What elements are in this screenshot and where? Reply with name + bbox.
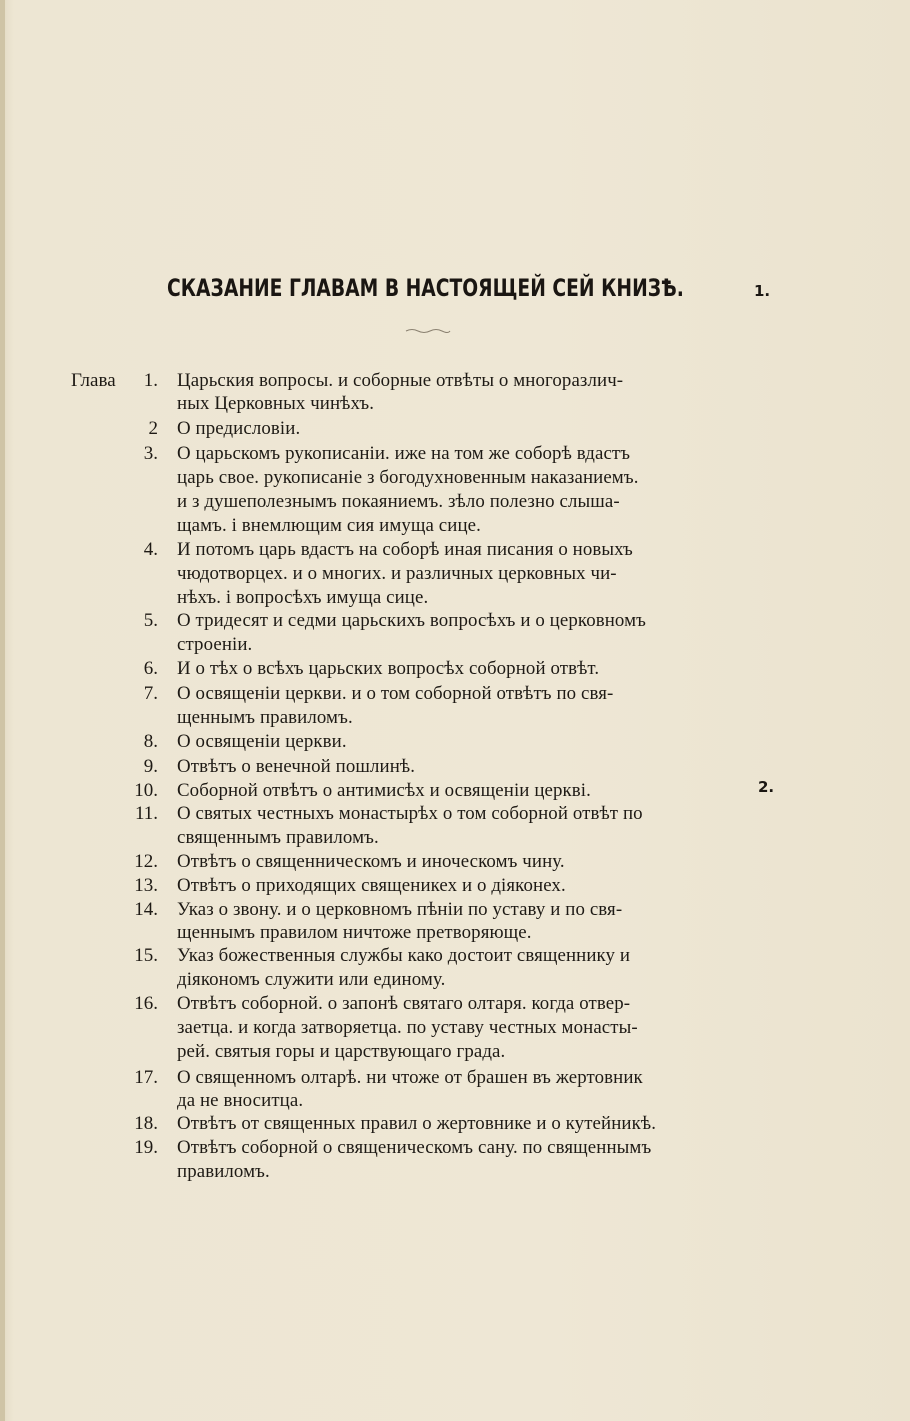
chapter-entry (177, 874, 741, 897)
chapter-line: Отвѣтъ о приходящих священикех и о діяконех. (177, 875, 566, 896)
glava-label: Глава (71, 370, 116, 391)
chapter-entry (177, 442, 741, 538)
chapter-entry (177, 992, 741, 1064)
margin-number: 2. (758, 778, 775, 796)
chapter-number: 1. (143, 370, 158, 391)
chapter-line: щеннымъ правиломъ. (177, 707, 353, 728)
chapter-line: и з душеполезнымъ покаяниемъ. зѣло полезно слыша- (177, 491, 620, 512)
chapter-entry (177, 369, 741, 415)
chapter-line: нѣхъ. і вопросѣхъ имуща сице. (177, 587, 429, 608)
chapter-number: 8. (143, 731, 158, 752)
chapter-number: 7. (143, 683, 158, 704)
chapter-entry (177, 802, 741, 850)
chapter-number: 18. (134, 1113, 158, 1134)
chapter-line: О освященіи церкви. и о том соборной отвѣтъ по свя- (177, 683, 614, 704)
chapter-entry (177, 944, 741, 992)
chapter-line: Соборной отвѣтъ о антимисѣх и освященіи церкві. (177, 780, 591, 801)
chapter-line: Указ божественныя службы како достоит священнику и (177, 945, 631, 966)
ornament-divider (404, 326, 452, 336)
chapter-line: О освященіи церкви. (177, 731, 347, 752)
chapter-line: И потомъ царь вдастъ на соборѣ иная писания о новыхъ (177, 539, 633, 560)
chapter-line: О тридесят и седми царьскихъ вопросѣхъ и о церковномъ (177, 610, 646, 631)
chapter-entry (177, 730, 741, 753)
chapter-line: ных Церковных чинѣхъ. (177, 393, 375, 414)
chapter-entry (177, 779, 741, 802)
chapter-number: 4. (143, 539, 158, 560)
chapter-number: 3. (143, 443, 158, 464)
page-gutter (0, 0, 5, 1421)
chapter-line: царь свое. рукописаніе з богодухновенным наказаниемъ. (177, 467, 639, 488)
chapter-entry (177, 657, 741, 680)
chapter-line: О царьскомъ рукописаніи. иже на том же соборѣ вдастъ (177, 443, 631, 464)
chapter-number: 14. (134, 899, 158, 920)
chapter-number: 10. (134, 780, 158, 801)
chapter-line: И о тѣх о всѣхъ царьских вопросѣх соборной отвѣт. (177, 658, 600, 679)
chapter-line: рей. святыя горы и царствующаго града. (177, 1041, 506, 1062)
chapter-line: О святых честныхъ монастырѣх о том соборной отвѣт по (177, 803, 643, 824)
chapter-number: 12. (134, 851, 158, 872)
chapter-line: діякономъ служити или единому. (177, 969, 446, 990)
chapter-entry (177, 850, 741, 873)
chapter-number: 17. (134, 1067, 158, 1088)
chapter-line: строеніи. (177, 634, 253, 655)
chapter-number: 19. (134, 1137, 158, 1158)
chapter-number: 2 (148, 418, 158, 439)
chapter-line: О предисловіи. (177, 418, 301, 439)
chapter-entry (177, 1112, 741, 1135)
chapter-line: Царьския вопросы. и соборные отвѣты о многоразлич- (177, 370, 624, 391)
chapter-line: чюдотворцех. и о многих. и различных церковных чи- (177, 563, 617, 584)
chapter-line: Отвѣтъ о венечной пошлинѣ. (177, 756, 416, 777)
chapter-number: 5. (143, 610, 158, 631)
chapter-line: Отвѣтъ соборной о священическомъ сану. по священнымъ (177, 1137, 652, 1158)
chapter-number: 16. (134, 993, 158, 1014)
chapter-entry (177, 898, 741, 944)
chapter-entry (177, 417, 741, 440)
chapter-number: 6. (143, 658, 158, 679)
chapter-entry (177, 538, 741, 610)
chapter-entry (177, 609, 741, 657)
chapter-line: правиломъ. (177, 1161, 270, 1182)
chapter-line: Отвѣтъ о священническомъ и иноческомъ чину. (177, 851, 565, 872)
chapter-line: Указ о звону. и о церковномъ пѣніи по уставу и по свя- (177, 899, 623, 920)
chapter-entry (177, 755, 741, 778)
chapter-line: священнымъ правиломъ. (177, 827, 379, 848)
chapter-line: заетца. и когда затворяетца. по уставу честных монасты- (177, 1017, 638, 1038)
chapter-line: Отвѣтъ соборной. о запонѣ святаго олтаря. когда отвер- (177, 993, 631, 1014)
page-title: СКАЗАНИЕ ГЛАВАМ В НАСТОЯЩЕЙ СЕЙ КНИЗѢ. (167, 274, 684, 302)
chapter-line: щамъ. і внемлющим сия имуща сице. (177, 515, 481, 536)
chapter-number: 11. (134, 803, 158, 824)
chapter-line: да не вноситца. (177, 1090, 304, 1111)
chapter-number: 9. (143, 756, 158, 777)
chapter-number: 15. (134, 945, 158, 966)
chapter-entry (177, 1066, 741, 1112)
chapter-line: щеннымъ правилом ничтоже претворяюще. (177, 922, 532, 943)
chapter-line: О священномъ олтарѣ. ни чтоже от брашен въ жертовник (177, 1067, 643, 1088)
margin-number: 1. (754, 282, 771, 300)
chapter-entry (177, 1136, 741, 1184)
chapter-number: 13. (134, 875, 158, 896)
chapter-line: Отвѣтъ от священных правил о жертовнике и о кутейникѣ. (177, 1113, 657, 1134)
chapter-entry (177, 682, 741, 730)
